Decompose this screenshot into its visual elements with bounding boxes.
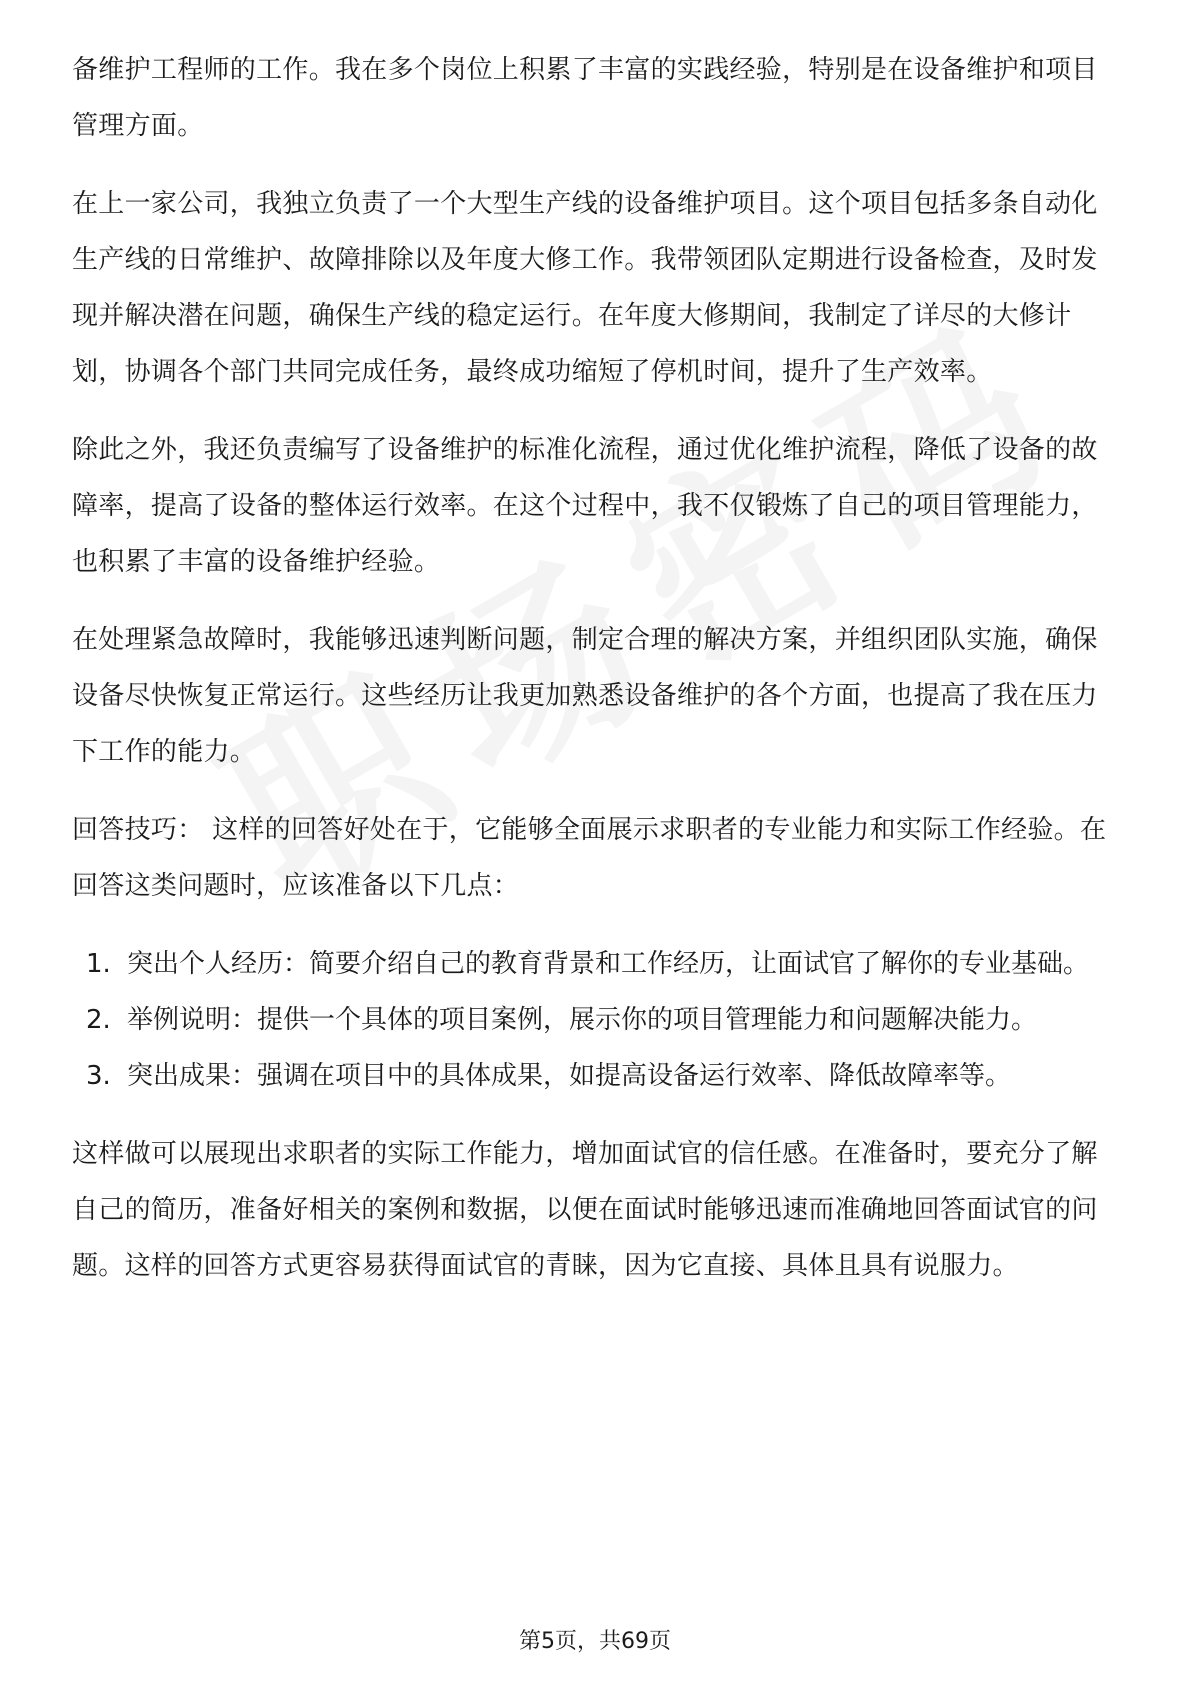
list-number: 1. <box>86 949 111 979</box>
paragraph-project: 在上一家公司，我独立负责了一个大型生产线的设备维护项目。这个项目包括多条自动化生产线的日常维护、故障排除以及年度大修工作。我带领团队定期进行设备检查，及时发现并解决潜在问题，确保生产线的稳定运行。在年度大修期间，我制定了详尽的大修计划，协调各个部门共同完成任务，最终成功缩短了停机时间，提升了生产效率。 <box>72 189 1098 387</box>
page-number: 第5页，共69页 <box>519 1629 671 1654</box>
list-text: 突出个人经历：简要介绍自己的教育背景和工作经历，让面试官了解你的专业基础。 <box>127 949 1090 979</box>
document-body <box>72 42 1122 1316</box>
paragraph-closing: 这样做可以展现出求职者的实际工作能力，增加面试官的信任感。在准备时，要充分了解自己的简历，准备好相关的案例和数据，以便在面试时能够迅速而准确地回答面试官的问题。这样的回答方式更容易获得面试官的青睐，因为它直接、具体且具有说服力。 <box>72 1139 1098 1281</box>
list-text: 举例说明：提供一个具体的项目案例，展示你的项目管理能力和问题解决能力。 <box>127 1005 1038 1035</box>
paragraph-emergency: 在处理紧急故障时，我能够迅速判断问题，制定合理的解决方案，并组织团队实施，确保设备尽快恢复正常运行。这些经历让我更加熟悉设备维护的各个方面，也提高了我在压力下工作的能力。 <box>72 625 1098 767</box>
list-number: 2. <box>86 1005 111 1035</box>
list-item <box>72 1048 1122 1104</box>
tips-list <box>72 936 1122 1104</box>
list-item <box>72 992 1122 1048</box>
list-item <box>72 936 1122 992</box>
paragraph-intro: 备维护工程师的工作。我在多个岗位上积累了丰富的实践经验，特别是在设备维护和项目管理方面。 <box>72 55 1098 141</box>
list-number: 3. <box>86 1061 111 1091</box>
paragraph-answer-tips: 回答技巧： 这样的回答好处在于，它能够全面展示求职者的专业能力和实际工作经验。在回答这类问题时，应该准备以下几点： <box>72 815 1107 901</box>
paragraph-standardization: 除此之外，我还负责编写了设备维护的标准化流程，通过优化维护流程，降低了设备的故障率，提高了设备的整体运行效率。在这个过程中，我不仅锻炼了自己的项目管理能力，也积累了丰富的设备维护经验。 <box>72 435 1098 577</box>
list-text: 突出成果：强调在项目中的具体成果，如提高设备运行效率、降低故障率等。 <box>127 1061 1012 1091</box>
